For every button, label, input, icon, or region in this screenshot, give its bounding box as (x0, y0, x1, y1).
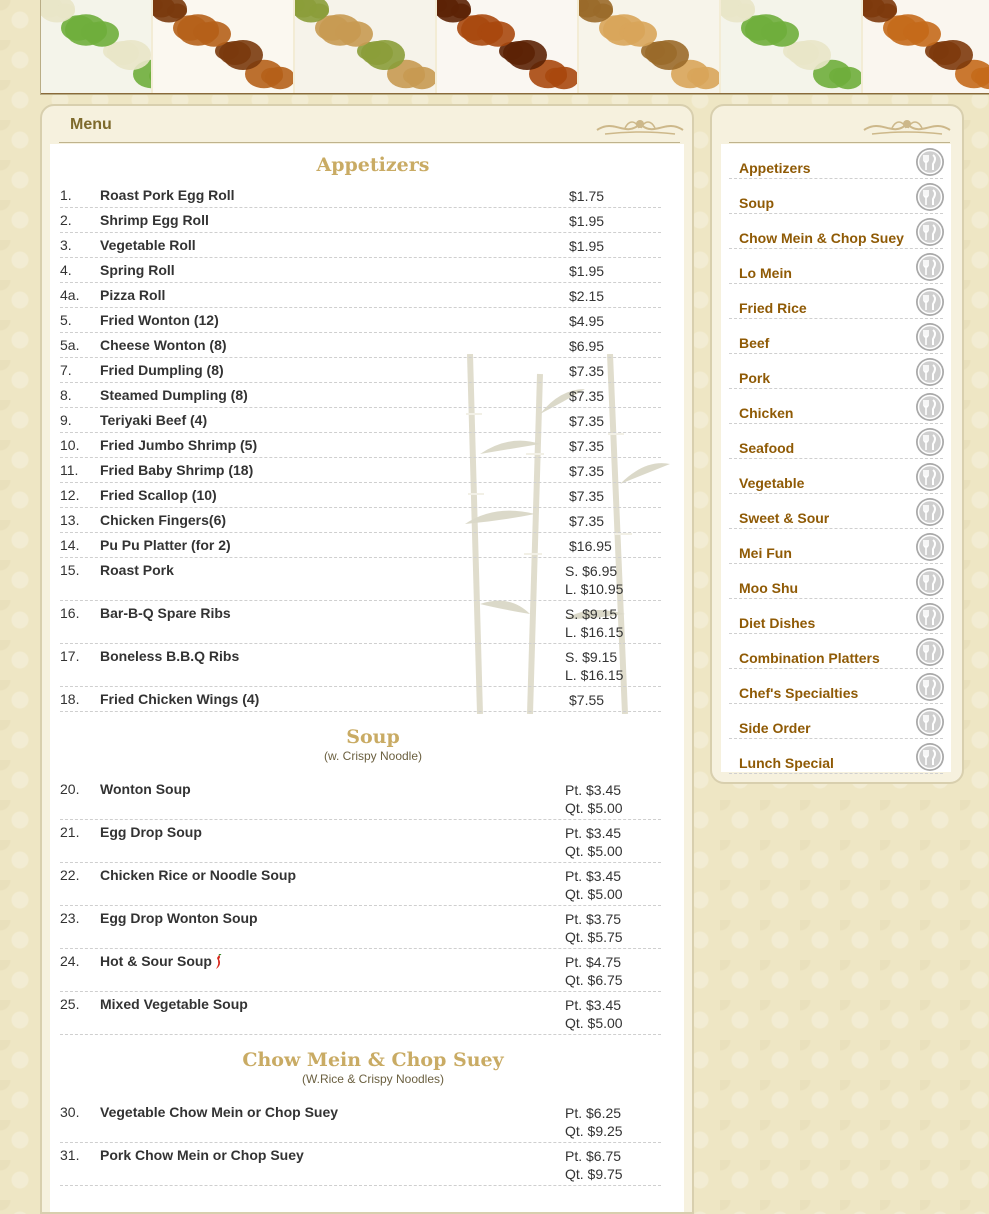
sidebar-divider (729, 142, 950, 143)
item-name-text: Fried Chicken Wings (4) (100, 691, 260, 707)
item-name-text: Egg Drop Soup (100, 824, 202, 840)
item-number: 15. (60, 562, 80, 578)
menu-item-row[interactable] (60, 1143, 661, 1186)
item-name[interactable] (100, 605, 231, 621)
fork-knife-icon (915, 742, 945, 772)
price-line: $16.95 (569, 538, 612, 554)
item-name-text: Roast Pork Egg Roll (100, 187, 235, 203)
item-name-text: Pu Pu Platter (for 2) (100, 537, 231, 553)
item-name[interactable] (100, 648, 239, 664)
food-photo-general-tso-chicken[interactable] (437, 0, 579, 93)
item-name-text: Roast Pork (100, 562, 174, 578)
item-number: 31. (60, 1147, 80, 1163)
category-label: Mei Fun (739, 545, 792, 561)
item-name-text: Steamed Dumpling (8) (100, 387, 248, 403)
category-link-sweet-sour[interactable] (729, 494, 943, 529)
item-price (565, 212, 604, 230)
fork-knife-icon (915, 602, 945, 632)
menu-item-row[interactable] (60, 558, 661, 601)
flourish-ornament-icon (862, 114, 952, 140)
item-name[interactable] (100, 562, 174, 578)
item-number: 18. (60, 691, 80, 707)
section-title: Chow Mein & Chop Suey (242, 1049, 504, 1071)
category-label: Combination Platters (739, 650, 880, 666)
item-name-text: Fried Scallop (10) (100, 487, 217, 503)
item-number: 5a. (60, 337, 80, 353)
fork-knife-icon (915, 567, 945, 597)
fork-knife-icon (915, 322, 945, 352)
price-line: $7.35 (569, 488, 605, 504)
category-label: Lunch Special (739, 755, 834, 771)
section-title: Soup (346, 726, 400, 748)
item-number: 10. (60, 437, 80, 453)
price-line: Qt. $5.00 (565, 1015, 623, 1031)
item-name[interactable] (100, 437, 257, 453)
section-subtitle: (w. Crispy Noodle) (323, 749, 423, 763)
category-link-seafood[interactable] (729, 424, 943, 459)
price-line: $1.95 (569, 263, 605, 279)
category-label: Seafood (739, 440, 795, 456)
price-line: $7.55 (569, 692, 605, 708)
item-name-text: Fried Baby Shrimp (18) (100, 462, 254, 478)
item-price (565, 437, 604, 455)
item-number: 2. (60, 212, 72, 228)
item-number: 3. (60, 237, 72, 253)
menu-item-row[interactable] (60, 383, 661, 408)
item-name[interactable] (100, 824, 202, 840)
price-line: Qt. $5.00 (565, 800, 623, 816)
price-line: Qt. $5.00 (565, 843, 623, 859)
item-name[interactable] (100, 412, 207, 428)
item-name[interactable] (100, 312, 219, 328)
category-link-fried-rice[interactable] (729, 284, 943, 319)
category-label: Appetizers (739, 160, 811, 176)
menu-item-row[interactable] (60, 906, 661, 949)
item-price (565, 487, 604, 505)
food-photo-strip (40, 0, 989, 95)
food-photo-fried-rice[interactable] (295, 0, 437, 93)
price-line: $6.95 (569, 338, 605, 354)
fork-knife-icon (915, 637, 945, 667)
item-name-text: Cheese Wonton (8) (100, 337, 227, 353)
price-line: Pt. $3.45 (565, 868, 622, 884)
fork-knife-icon (915, 217, 945, 247)
item-price (565, 337, 604, 355)
item-name[interactable] (100, 187, 235, 203)
category-link-combination-platters[interactable] (729, 634, 943, 669)
item-price (565, 605, 623, 641)
item-name[interactable] (100, 1147, 304, 1163)
menu-item-row[interactable] (60, 820, 661, 863)
menu-item-row[interactable] (60, 208, 661, 233)
category-label: Side Order (739, 720, 811, 736)
price-line: L. $16.15 (565, 667, 624, 683)
price-line: $7.35 (569, 463, 605, 479)
item-name-text: Chicken Rice or Noodle Soup (100, 867, 297, 883)
price-line: $7.35 (569, 363, 605, 379)
item-name[interactable] (100, 512, 226, 528)
price-line: $1.95 (569, 238, 605, 254)
menu-item-row[interactable] (60, 458, 661, 483)
price-line: S. $6.95 (565, 563, 618, 579)
category-link-mei-fun[interactable] (729, 529, 943, 564)
price-line: L. $16.15 (565, 624, 624, 640)
item-name-text: Vegetable Chow Mein or Chop Suey (100, 1104, 339, 1120)
food-photo-sesame-chicken[interactable] (153, 0, 295, 93)
category-link-side-order[interactable] (729, 704, 943, 739)
menu-item-row[interactable] (60, 308, 661, 333)
price-line: $7.35 (569, 388, 605, 404)
price-line: Qt. $9.75 (565, 1166, 623, 1182)
item-number: 20. (60, 781, 80, 797)
item-name[interactable] (100, 691, 259, 707)
menu-item-row[interactable] (60, 183, 661, 208)
menu-item-row[interactable] (60, 1100, 661, 1143)
category-label: Pork (739, 370, 771, 386)
category-sidebar (710, 104, 964, 784)
item-price (565, 187, 604, 205)
item-name-text: Fried Jumbo Shrimp (5) (100, 437, 258, 453)
item-name[interactable] (100, 237, 196, 253)
menu-item-row[interactable] (60, 333, 661, 358)
item-price (565, 691, 604, 709)
item-name[interactable] (100, 910, 258, 926)
price-line: $7.35 (569, 413, 605, 429)
menu-heading: Menu (70, 116, 112, 133)
category-label: Moo Shu (739, 580, 799, 596)
item-name-text: Pork Chow Mein or Chop Suey (100, 1147, 304, 1163)
category-label: Fried Rice (739, 300, 807, 316)
item-price (565, 537, 612, 555)
item-price (565, 362, 604, 380)
section-subtitle: (W.Rice & Crispy Noodles) (301, 1072, 445, 1086)
item-price (565, 953, 623, 989)
item-number: 4a. (60, 287, 80, 303)
item-price (565, 237, 604, 255)
price-line: $4.95 (569, 313, 605, 329)
menu-list (50, 144, 684, 1212)
item-name[interactable] (100, 387, 248, 403)
hot-pepper-icon (213, 954, 223, 970)
food-photo-orange-chicken[interactable] (863, 0, 989, 93)
item-price (565, 781, 623, 817)
price-line: Qt. $5.00 (565, 886, 623, 902)
category-link-soup[interactable] (729, 179, 943, 214)
category-label: Chow Mein & Chop Suey (739, 230, 904, 246)
flourish-ornament-icon (595, 114, 685, 140)
fork-knife-icon (915, 672, 945, 702)
item-name[interactable] (100, 262, 175, 278)
category-label: Soup (739, 195, 774, 211)
food-photo-lo-mein[interactable] (579, 0, 721, 93)
item-number: 1. (60, 187, 72, 203)
category-link-pork[interactable] (729, 354, 943, 389)
menu-item-row[interactable] (60, 433, 661, 458)
item-name-text: Hot & Sour Soup (100, 953, 212, 969)
menu-item-row[interactable] (60, 233, 661, 258)
fork-knife-icon (915, 147, 945, 177)
item-number: 21. (60, 824, 80, 840)
price-line: $1.95 (569, 213, 605, 229)
fork-knife-icon (915, 497, 945, 527)
category-link-lo-mein[interactable] (729, 249, 943, 284)
price-line: S. $9.15 (565, 649, 618, 665)
fork-knife-icon (915, 252, 945, 282)
fork-knife-icon (915, 392, 945, 422)
menu-item-row[interactable] (60, 483, 661, 508)
item-number: 5. (60, 312, 72, 328)
menu-item-row[interactable] (60, 508, 661, 533)
fork-knife-icon (915, 462, 945, 492)
price-line: Pt. $3.45 (565, 782, 622, 798)
price-line: Qt. $5.75 (565, 929, 623, 945)
item-price (565, 412, 604, 430)
menu-panel (40, 104, 694, 1214)
category-label: Sweet & Sour (739, 510, 830, 526)
item-price (565, 867, 623, 903)
price-line: Pt. $4.75 (565, 954, 622, 970)
category-label: Vegetable (739, 475, 805, 491)
item-price (565, 1147, 623, 1183)
menu-item-row[interactable] (60, 644, 661, 687)
item-price (565, 562, 623, 598)
item-name[interactable] (100, 781, 191, 797)
item-number: 8. (60, 387, 72, 403)
category-link-chef-s-specialties[interactable] (729, 669, 943, 704)
price-line: Pt. $6.25 (565, 1105, 622, 1121)
item-name[interactable] (100, 867, 296, 883)
price-line: Qt. $9.25 (565, 1123, 623, 1139)
item-price (565, 312, 604, 330)
item-number: 25. (60, 996, 80, 1012)
fork-knife-icon (915, 182, 945, 212)
item-number: 23. (60, 910, 80, 926)
menu-item-row[interactable] (60, 358, 661, 383)
price-line: Qt. $6.75 (565, 972, 623, 988)
item-number: 9. (60, 412, 72, 428)
item-name-text: Fried Dumpling (8) (100, 362, 224, 378)
item-number: 14. (60, 537, 80, 553)
price-line: $7.35 (569, 513, 605, 529)
price-line: Pt. $3.45 (565, 825, 622, 841)
item-number: 17. (60, 648, 80, 664)
menu-item-row[interactable] (60, 863, 661, 906)
category-link-chicken[interactable] (729, 389, 943, 424)
item-name[interactable] (100, 996, 248, 1012)
price-line: $2.15 (569, 288, 605, 304)
item-number: 22. (60, 867, 80, 883)
item-number: 24. (60, 953, 80, 969)
fork-knife-icon (915, 427, 945, 457)
item-name-text: Egg Drop Wonton Soup (100, 910, 258, 926)
fork-knife-icon (915, 357, 945, 387)
item-price (565, 512, 604, 530)
category-link-appetizers[interactable] (729, 144, 943, 179)
food-photo-vegetable-dish[interactable] (721, 0, 863, 93)
price-line: L. $10.95 (565, 581, 624, 597)
item-name[interactable] (100, 287, 165, 303)
item-price (565, 910, 623, 946)
menu-item-row[interactable] (60, 533, 661, 558)
item-name-text: Shrimp Egg Roll (100, 212, 209, 228)
fork-knife-icon (915, 707, 945, 737)
item-name-text: Boneless B.B.Q Ribs (100, 648, 240, 664)
item-price (565, 996, 623, 1032)
item-number: 13. (60, 512, 80, 528)
item-name-text: Fried Wonton (12) (100, 312, 219, 328)
item-name-text: Pizza Roll (100, 287, 166, 303)
category-link-chow-mein-chop-suey[interactable] (729, 214, 943, 249)
item-price (565, 462, 604, 480)
item-name[interactable] (100, 462, 253, 478)
item-number: 16. (60, 605, 80, 621)
fork-knife-icon (915, 287, 945, 317)
category-link-diet-dishes[interactable] (729, 599, 943, 634)
item-number: 12. (60, 487, 80, 503)
item-price (565, 262, 604, 280)
item-price (565, 648, 623, 684)
menu-item-row[interactable] (60, 949, 661, 992)
menu-item-row[interactable] (60, 992, 661, 1035)
item-number: 4. (60, 262, 72, 278)
price-line: Pt. $6.75 (565, 1148, 622, 1164)
item-name[interactable] (100, 212, 209, 228)
item-name-text: Spring Roll (100, 262, 175, 278)
price-line: Pt. $3.75 (565, 911, 622, 927)
item-name[interactable] (100, 337, 227, 353)
item-name-text: Vegetable Roll (100, 237, 196, 253)
item-price (565, 1104, 623, 1140)
item-number: 11. (60, 462, 79, 478)
fork-knife-icon (915, 532, 945, 562)
category-label: Beef (739, 335, 770, 351)
item-name-text: Chicken Fingers(6) (100, 512, 227, 528)
menu-item-row[interactable] (60, 408, 661, 433)
item-name[interactable] (100, 487, 217, 503)
header-divider (59, 142, 680, 143)
item-price (565, 287, 604, 305)
item-name[interactable] (100, 953, 223, 970)
item-name-text: Teriyaki Beef (4) (100, 412, 208, 428)
category-link-vegetable[interactable] (729, 459, 943, 494)
menu-item-row[interactable] (60, 777, 661, 820)
food-photo-vegetable-dish[interactable] (41, 0, 153, 93)
section-title: Appetizers (316, 154, 430, 176)
category-label: Diet Dishes (739, 615, 816, 631)
menu-item-row[interactable] (60, 601, 661, 644)
menu-item-row[interactable] (60, 258, 661, 283)
price-line: $1.75 (569, 188, 605, 204)
price-line: $7.35 (569, 438, 605, 454)
item-name[interactable] (100, 1104, 338, 1120)
menu-item-row[interactable] (60, 687, 661, 712)
item-name[interactable] (100, 537, 231, 553)
category-link-beef[interactable] (729, 319, 943, 354)
item-name-text: Bar-B-Q Spare Ribs (100, 605, 231, 621)
item-name[interactable] (100, 362, 224, 378)
item-name-text: Wonton Soup (100, 781, 191, 797)
category-link-lunch-special[interactable] (729, 739, 943, 774)
item-number: 7. (60, 362, 72, 378)
price-line: Pt. $3.45 (565, 997, 622, 1013)
item-price (565, 387, 604, 405)
item-number: 30. (60, 1104, 80, 1120)
item-price (565, 824, 623, 860)
category-link-moo-shu[interactable] (729, 564, 943, 599)
category-label: Lo Mein (739, 265, 792, 281)
category-label: Chicken (739, 405, 794, 421)
price-line: S. $9.15 (565, 606, 618, 622)
item-name-text: Mixed Vegetable Soup (100, 996, 248, 1012)
menu-item-row[interactable] (60, 283, 661, 308)
category-label: Chef's Specialties (739, 685, 859, 701)
category-list (721, 144, 951, 772)
